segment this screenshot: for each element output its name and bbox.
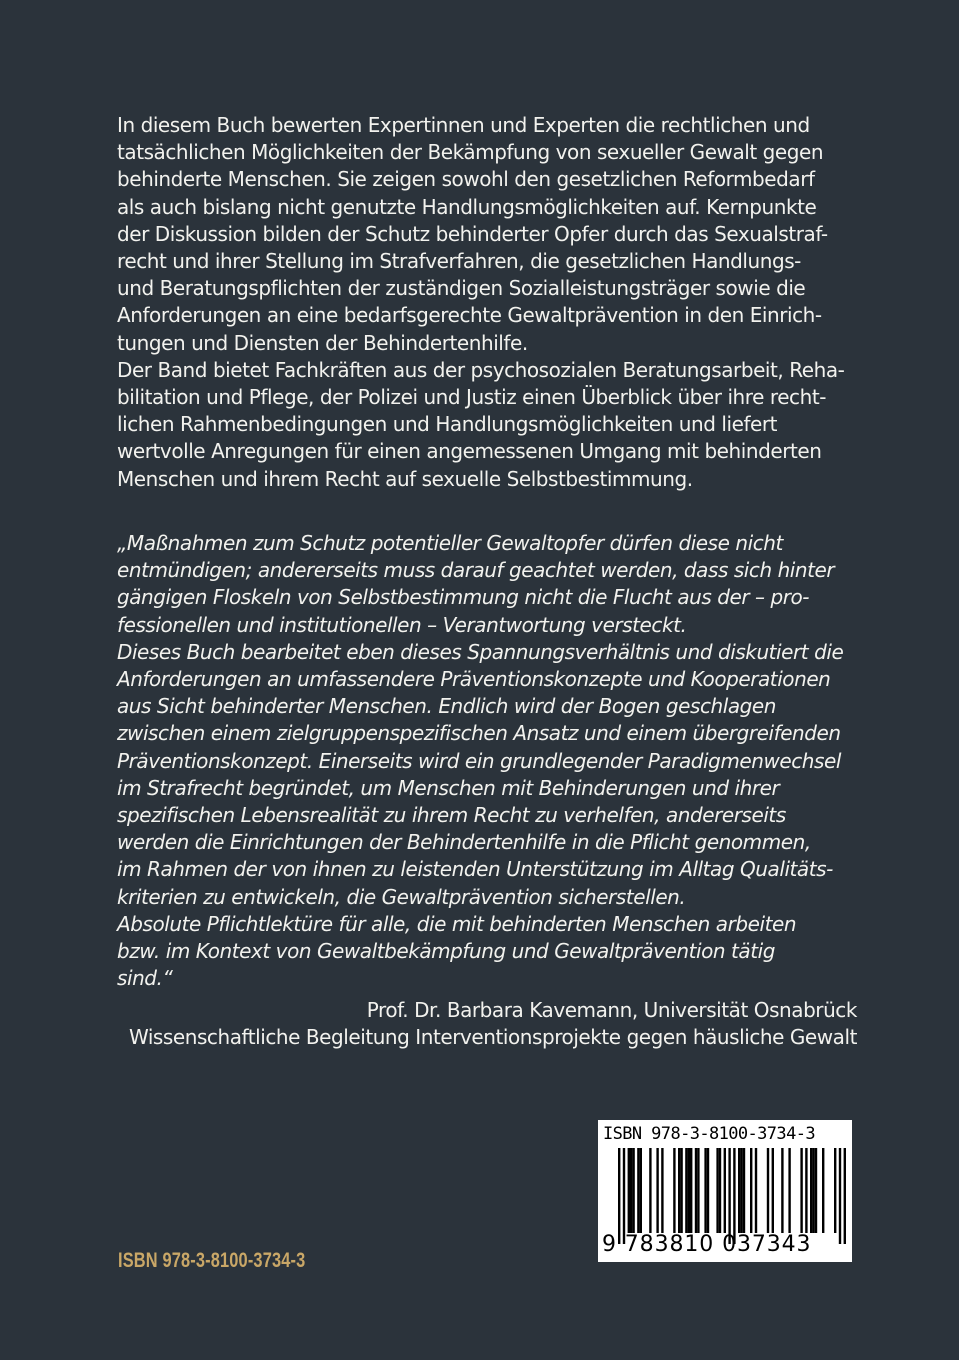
- quote-line: Präventionskonzept. Einerseits wird ein grundlegender Paradigmenwechsel: [117, 748, 841, 773]
- quote-line: Anforderungen an umfassendere Präventionskonzepte und Kooperationen: [117, 667, 831, 692]
- barcode-bar: [834, 1148, 836, 1233]
- description-line: Der Band bietet Fachkräften aus der psychosozialen Beratungsarbeit, Reha-: [117, 357, 845, 382]
- barcode-bar: [743, 1148, 745, 1233]
- barcode-bar: [656, 1148, 658, 1233]
- barcode-bar: [767, 1148, 769, 1233]
- barcode-guard-bar: [733, 1148, 735, 1244]
- barcode-bar: [738, 1148, 740, 1233]
- barcode-bar: [673, 1148, 675, 1233]
- description-line: der Diskussion bilden der Schutz behinderter Opfer durch das Sexualstraf-: [117, 221, 828, 246]
- barcode-bar: [680, 1148, 682, 1233]
- barcode-bar: [755, 1148, 757, 1233]
- barcode-bar: [685, 1148, 687, 1233]
- barcode-bar: [788, 1148, 790, 1233]
- barcode-bar: [815, 1148, 817, 1233]
- isbn-label: ISBN 978-3-8100-3734-3: [118, 1249, 306, 1272]
- barcode-bar: [805, 1148, 807, 1233]
- barcode-bar: [740, 1148, 742, 1233]
- barcode-bar: [750, 1148, 752, 1233]
- barcode-bar: [800, 1148, 802, 1233]
- quote-line: werden die Einrichtungen der Behindertenhilfe in die Pflicht genommen,: [117, 830, 811, 855]
- barcode-bar: [704, 1148, 706, 1233]
- barcode-bar: [724, 1148, 726, 1233]
- barcode-guard-bar: [618, 1148, 620, 1244]
- description-line: lichen Rahmenbedingungen und Handlungsmöglichkeiten und liefert: [117, 412, 778, 437]
- barcode-bar: [628, 1148, 630, 1233]
- barcode-bar: [649, 1148, 651, 1233]
- quote-line: „Maßnahmen zum Schutz potentieller Gewaltopfer dürfen diese nicht: [117, 531, 783, 555]
- quote-line: Dieses Buch bearbeitet eben dieses Spannungsverhältnis und diskutiert die: [117, 639, 844, 664]
- barcode-digits: 9 783810 037343: [602, 1232, 812, 1257]
- barcode-bar: [661, 1148, 663, 1233]
- description-line: tungen und Diensten der Behindertenhilfe.: [117, 330, 528, 355]
- barcode-bar: [688, 1148, 690, 1233]
- description-line: Anforderungen an eine bedarfsgerechte Gewaltprävention in den Einrich-: [117, 303, 822, 328]
- description-line: behinderte Menschen. Sie zeigen sowohl den gesetzlichen Reformbedarf: [117, 167, 815, 192]
- barcode-guard-bar: [839, 1148, 841, 1244]
- barcode-bar: [781, 1148, 783, 1233]
- description-line: Menschen und ihrem Recht auf sexuelle Selbstbestimmung.: [117, 466, 693, 491]
- quote-line: im Rahmen der von ihnen zu leistenden Unterstützung im Alltag Qualitäts-: [117, 857, 833, 882]
- isbn-barcode: [598, 1120, 852, 1262]
- description-line: als auch bislang nicht genutzte Handlungsmöglichkeiten auf. Kernpunkte: [117, 194, 817, 219]
- barcode-bar: [697, 1148, 699, 1233]
- description-line: wertvolle Anregungen für einen angemessenen Umgang mit behinderten: [117, 439, 822, 464]
- quote-line: spezifischen Lebensrealität zu ihrem Recht zu verhelfen, andererseits: [117, 803, 786, 828]
- barcode-bar: [707, 1148, 709, 1233]
- barcode-bar: [678, 1148, 680, 1233]
- quote-attribution: [117, 997, 857, 1051]
- attribution-role: Wissenschaftliche Begleitung Interventionsprojekte gegen häusliche Gewalt: [128, 1025, 857, 1050]
- barcode-bar: [772, 1148, 774, 1233]
- barcode-bar: [719, 1148, 721, 1233]
- barcode-guard-bar: [623, 1148, 625, 1244]
- barcode-isbn-text: ISBN 978-3-8100-3734-3: [603, 1124, 815, 1144]
- barcode-bar: [690, 1148, 692, 1233]
- barcode-bar: [810, 1148, 812, 1233]
- attribution-name: Prof. Dr. Barbara Kavemann, Universität Osnabrück: [366, 998, 857, 1022]
- book-description: [117, 112, 847, 493]
- quote-line: kriterien zu entwickeln, die Gewaltprävention sicherstellen.: [117, 884, 686, 909]
- quote-line: bzw. im Kontext von Gewaltbekämpfung und Gewaltprävention tätig: [117, 939, 775, 964]
- barcode-guard-bar: [728, 1148, 730, 1244]
- description-line: In diesem Buch bewerten Expertinnen und Experten die rechtlichen und: [117, 113, 810, 137]
- description-line: recht und ihrer Stellung im Strafverfahren, die gesetzlichen Handlungs-: [117, 249, 801, 274]
- quote-line: Absolute Pflichtlektüre für alle, die mit behinderten Menschen arbeiten: [117, 911, 797, 936]
- quote-line: zwischen einem zielgruppenspezifischen Ansatz und einem übergreifenden: [117, 721, 841, 746]
- description-line: und Beratungspflichten der zuständigen Sozialleistungsträger sowie die: [117, 276, 806, 301]
- barcode-bar: [640, 1148, 642, 1233]
- barcode-bar: [632, 1148, 634, 1233]
- quote-line: im Strafrecht begründet, um Menschen mit Behinderungen und ihrer: [117, 775, 780, 800]
- quote-line: aus Sicht behinderter Menschen. Endlich wird der Bogen geschlagen: [117, 694, 776, 719]
- barcode-bar: [637, 1148, 639, 1233]
- barcode-bar: [630, 1148, 632, 1233]
- review-quote: [117, 530, 857, 992]
- quote-line: fessionellen und institutionellen – Verantwortung versteckt.: [117, 612, 687, 637]
- barcode-bar: [822, 1148, 824, 1233]
- barcode-guard-bar: [844, 1148, 846, 1244]
- description-line: bilitation und Pflege, der Polizei und Justiz einen Überblick über ihre recht-: [117, 385, 826, 410]
- barcode-bar: [812, 1148, 814, 1233]
- barcode-bar: [716, 1148, 718, 1233]
- quote-line: gängigen Floskeln von Selbstbestimmung nicht die Flucht aus der – pro-: [117, 585, 810, 610]
- barcode-bar: [695, 1148, 697, 1233]
- quote-line: sind.“: [117, 966, 173, 991]
- description-line: tatsächlichen Möglichkeiten der Bekämpfung von sexueller Gewalt gegen: [117, 140, 824, 165]
- quote-line: entmündigen; andererseits muss darauf geachtet werden, dass sich hinter: [117, 558, 835, 583]
